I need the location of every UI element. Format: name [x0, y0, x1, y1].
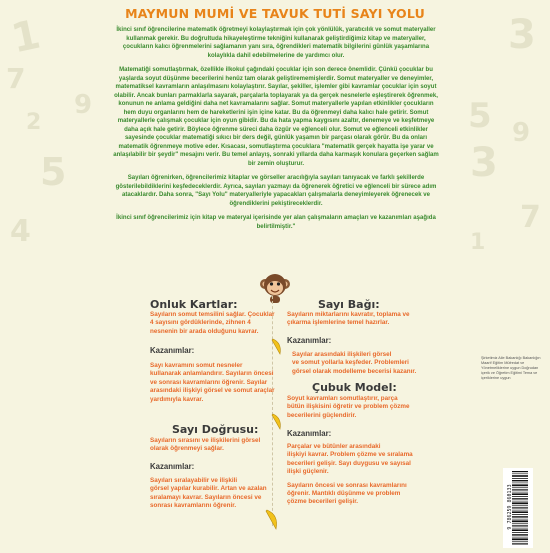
cubuk-model-title: Çubuk Model:	[312, 381, 397, 394]
desc-line: Sayıların miktarlarını kavratır, toplama ve	[287, 311, 410, 318]
background-numeral: 1	[7, 11, 45, 63]
dogrusu-kazanimlar-text	[150, 477, 267, 511]
desc-line: olarak öğrenmeyi sağlar.	[150, 445, 224, 453]
barcode	[503, 468, 533, 548]
kaz-line: ilişki güçlenir.	[287, 468, 329, 476]
background-numeral: 7	[6, 62, 26, 95]
cubuk-model-desc	[287, 395, 409, 420]
background-numeral: 3	[470, 140, 498, 186]
kaz-line: sonrası kavramlarını öğrenir.	[150, 502, 237, 510]
kaz-line: arasındaki ilişkiyi görsel ve somut araçlar	[150, 387, 275, 395]
kaz-line: Parçalar ve bütünler arasındaki	[287, 443, 381, 450]
desc-line: Sayıların somut temsilini sağlar. Çocuklar	[150, 311, 275, 318]
background-numeral: 4	[10, 214, 31, 249]
desc-line: 4 sayısını gördüklerinde, zihnen 4	[150, 319, 251, 327]
onluk-kartlar-title: Onluk Kartlar:	[150, 298, 238, 311]
kaz-line: Sayılar arasındaki ilişkileri görsel	[292, 351, 392, 358]
kaz-line: becerileri gelişir. Sayı duygusu ve sayısal	[287, 459, 411, 467]
desc-line: bütün ilişkisini öğretir ve problem çözme	[287, 403, 410, 411]
sayi-bagi-title: Sayı Bağı:	[318, 298, 380, 311]
kaz-line: kullanarak anlamlandırır. Sayıların öncesi	[150, 370, 274, 378]
background-numeral: 9	[74, 90, 93, 120]
background-numeral: 5	[40, 150, 67, 194]
desc-line: becerilerini güçlendirir.	[287, 411, 357, 419]
sayi-dogrusu-desc	[150, 437, 260, 454]
kaz-line: öğrenir. Mantıklı düşünme ve problem	[287, 490, 401, 498]
onluk-kartlar-desc	[150, 311, 275, 336]
kaz-line: yardımıyla kavrar.	[150, 395, 204, 403]
barcode-digits: 9 786259 860133	[507, 484, 513, 530]
desc-line: Soyut kavramları somutlaştırır, parça	[287, 395, 398, 402]
background-numeral: 5	[468, 96, 492, 136]
banana-icon	[263, 508, 281, 530]
kaz-line: ve somut yollarla keşfeder. Problemleri	[292, 359, 409, 367]
page-title: MAYMUN MUMİ VE TAVUK TUTİ SAYI YOLU	[125, 6, 425, 21]
cubuk-kazanimlar-label: Kazanımlar:	[287, 429, 332, 438]
kaz-line: sıralamayı kavrar. Sayıların öncesi ve	[150, 493, 262, 501]
dogrusu-kazanimlar-label: Kazanımlar:	[150, 462, 195, 471]
background-numeral: 1	[470, 230, 486, 255]
sayi-bagi-desc	[287, 311, 410, 328]
intro-paragraph: Sayıları öğrenirken, öğrencilerimiz kitaplar ve görseller aracılığıyla sayıları tanıyacak ve farklı şekillerde gösterilebildiklerini keşfedeceklerdir. Ayrıca, sayıları yazmayı da öğrenerek öğretici ve eğlenceli bir sürece adım atacaklardır. Daha sonra, "Sayı Yolu" materyalleriyle yapacakları çalışmalarla deneyimleyerek öğrenecek ve öğrendiklerini pekiştireceklerdir.	[115, 175, 437, 207]
onluk-kazanimlar-label: Kazanımlar:	[150, 346, 195, 355]
bagi-kazanimlar-label: Kazanımlar:	[287, 336, 332, 345]
cubuk-kazanimlar-text	[287, 443, 413, 507]
banana-icon	[270, 412, 284, 430]
background-numeral: 7	[520, 200, 541, 235]
desc-line: çıkarma işlemlerine temel hazırlar.	[287, 319, 390, 327]
bagi-kazanimlar-text	[292, 351, 416, 376]
kaz-line: Sayıları sıralayabilir ve ilişkili	[150, 477, 238, 484]
banana-icon	[270, 337, 284, 355]
monkey-mascot-icon	[258, 270, 292, 304]
intro-text	[112, 26, 440, 237]
desc-line: nesnenin bir arada olduğunu kavrar.	[150, 327, 259, 335]
kaz-line: görsel yapılar kurabilir. Artan ve azalan	[150, 485, 267, 493]
kaz-line: çözme becerileri gelişir.	[287, 498, 359, 506]
intro-paragraph: İkinci sınıf öğrencilerimiz için kitap ve materyal içerisinde yer alan çalışmaların amaçları ve kazanımları aşağıda belirtilmiştir."	[116, 215, 436, 230]
kaz-line: Sayı kavramını somut nesneler	[150, 362, 243, 369]
background-numeral: 2	[26, 110, 42, 135]
intro-paragraph: İkinci sınıf öğrencilerine matematik öğretmeyi kolaylaştırmak için çok yönlülük, yaratıcılık ve somut materyaller kullanmak gerekir. Bu doğrultuda hikayeleştirme tekniğini kullanarak geliştirdiğimiz kitap ve materyaller, çocukların kalıcı öğrenmelerini sağlamanın yanı sıra, öğrendikleri matematik bilgilerini günlük yaşamlarına kolaylıkla dahil edebilmelerine de yardımcı olur.	[116, 27, 436, 59]
background-numeral: 9	[512, 118, 531, 148]
sayi-dogrusu-title: Sayı Doğrusu:	[172, 423, 259, 436]
intro-paragraph: Matematiği somutlaştırmak, özellikle ilkokul çağındaki çocuklar için son derece önemlidir. Çünkü çocuklar bu yaşlarda soyut düşünme becerilerini henüz tam olarak geliştirememişlerdir. Somut materyaller ve deneyimler, matematiksel kavramların anlaşılmasını kolaylaştırır. Sayılar, şekiller, işlemler gibi kavramlar çocuklar için soyut olabilir. Ancak bunları parmaklarla sayarak, parçalarla toplayarak ya da gerçek nesnelerle eşleştirerek öğrenmek, konunun ne anlama geldiğini daha net kavramalarını sağlar. Somut materyallerle yapılan etkinlikler çocukların hem duyu organlarını hem de hareketlerini işin içine katar. Bu da öğrenmeyi daha kalıcı hale getirir. Somut materyallerle çalışmak çocuklar için oyun gibidir. Bu da hata yapma kaygısını azaltır, denemeye ve keşfetmeye daha açık hale getirir. Böylece öğrenme süreci daha özgür ve eğlenceli olur. Somut ve eğlenceli etkinlikler sayesinde çocuklar matematiği sıkıcı bir ders değil, günlük yaşamın bir parçası olarak görür. Bu da onları matematik öğrenmeye motive eder. Kısacası, somutlaştırma çocuklara "matematik gerçek hayatta işe yarar ve anlaşılabilir bir şeydir" mesajını verir. Bu temel anlayış, sonraki yıllarda daha karmaşık konulara geçerken sağlam bir zemin oluşturur.	[113, 67, 439, 167]
background-numeral: 3	[508, 12, 536, 58]
kaz-line: görsel olarak modelleme becerisi kazanır.	[292, 367, 417, 375]
onluk-kazanimlar-text	[150, 362, 275, 404]
kaz-line: ve sonrası kavramlarını öğrenir. Sayılar	[150, 378, 268, 386]
kaz-line: ilişkiyi kavrar. Problem çözme ve sıralama	[287, 451, 413, 459]
legal-note: Şirketimiz Aile Bakanlığı Bakanlığın Maarif Eğitim Müfredat ve Yönetmeliklerine uygun Doğrudan içerik ve Öğretim Eğitimi Tema ve içeriklerine uygun	[481, 356, 541, 380]
kaz-line: Sayıların öncesi ve sonrası kavramlarını	[287, 481, 407, 489]
desc-line: Sayıların sırasını ve ilişkilerini görsel	[150, 437, 261, 444]
